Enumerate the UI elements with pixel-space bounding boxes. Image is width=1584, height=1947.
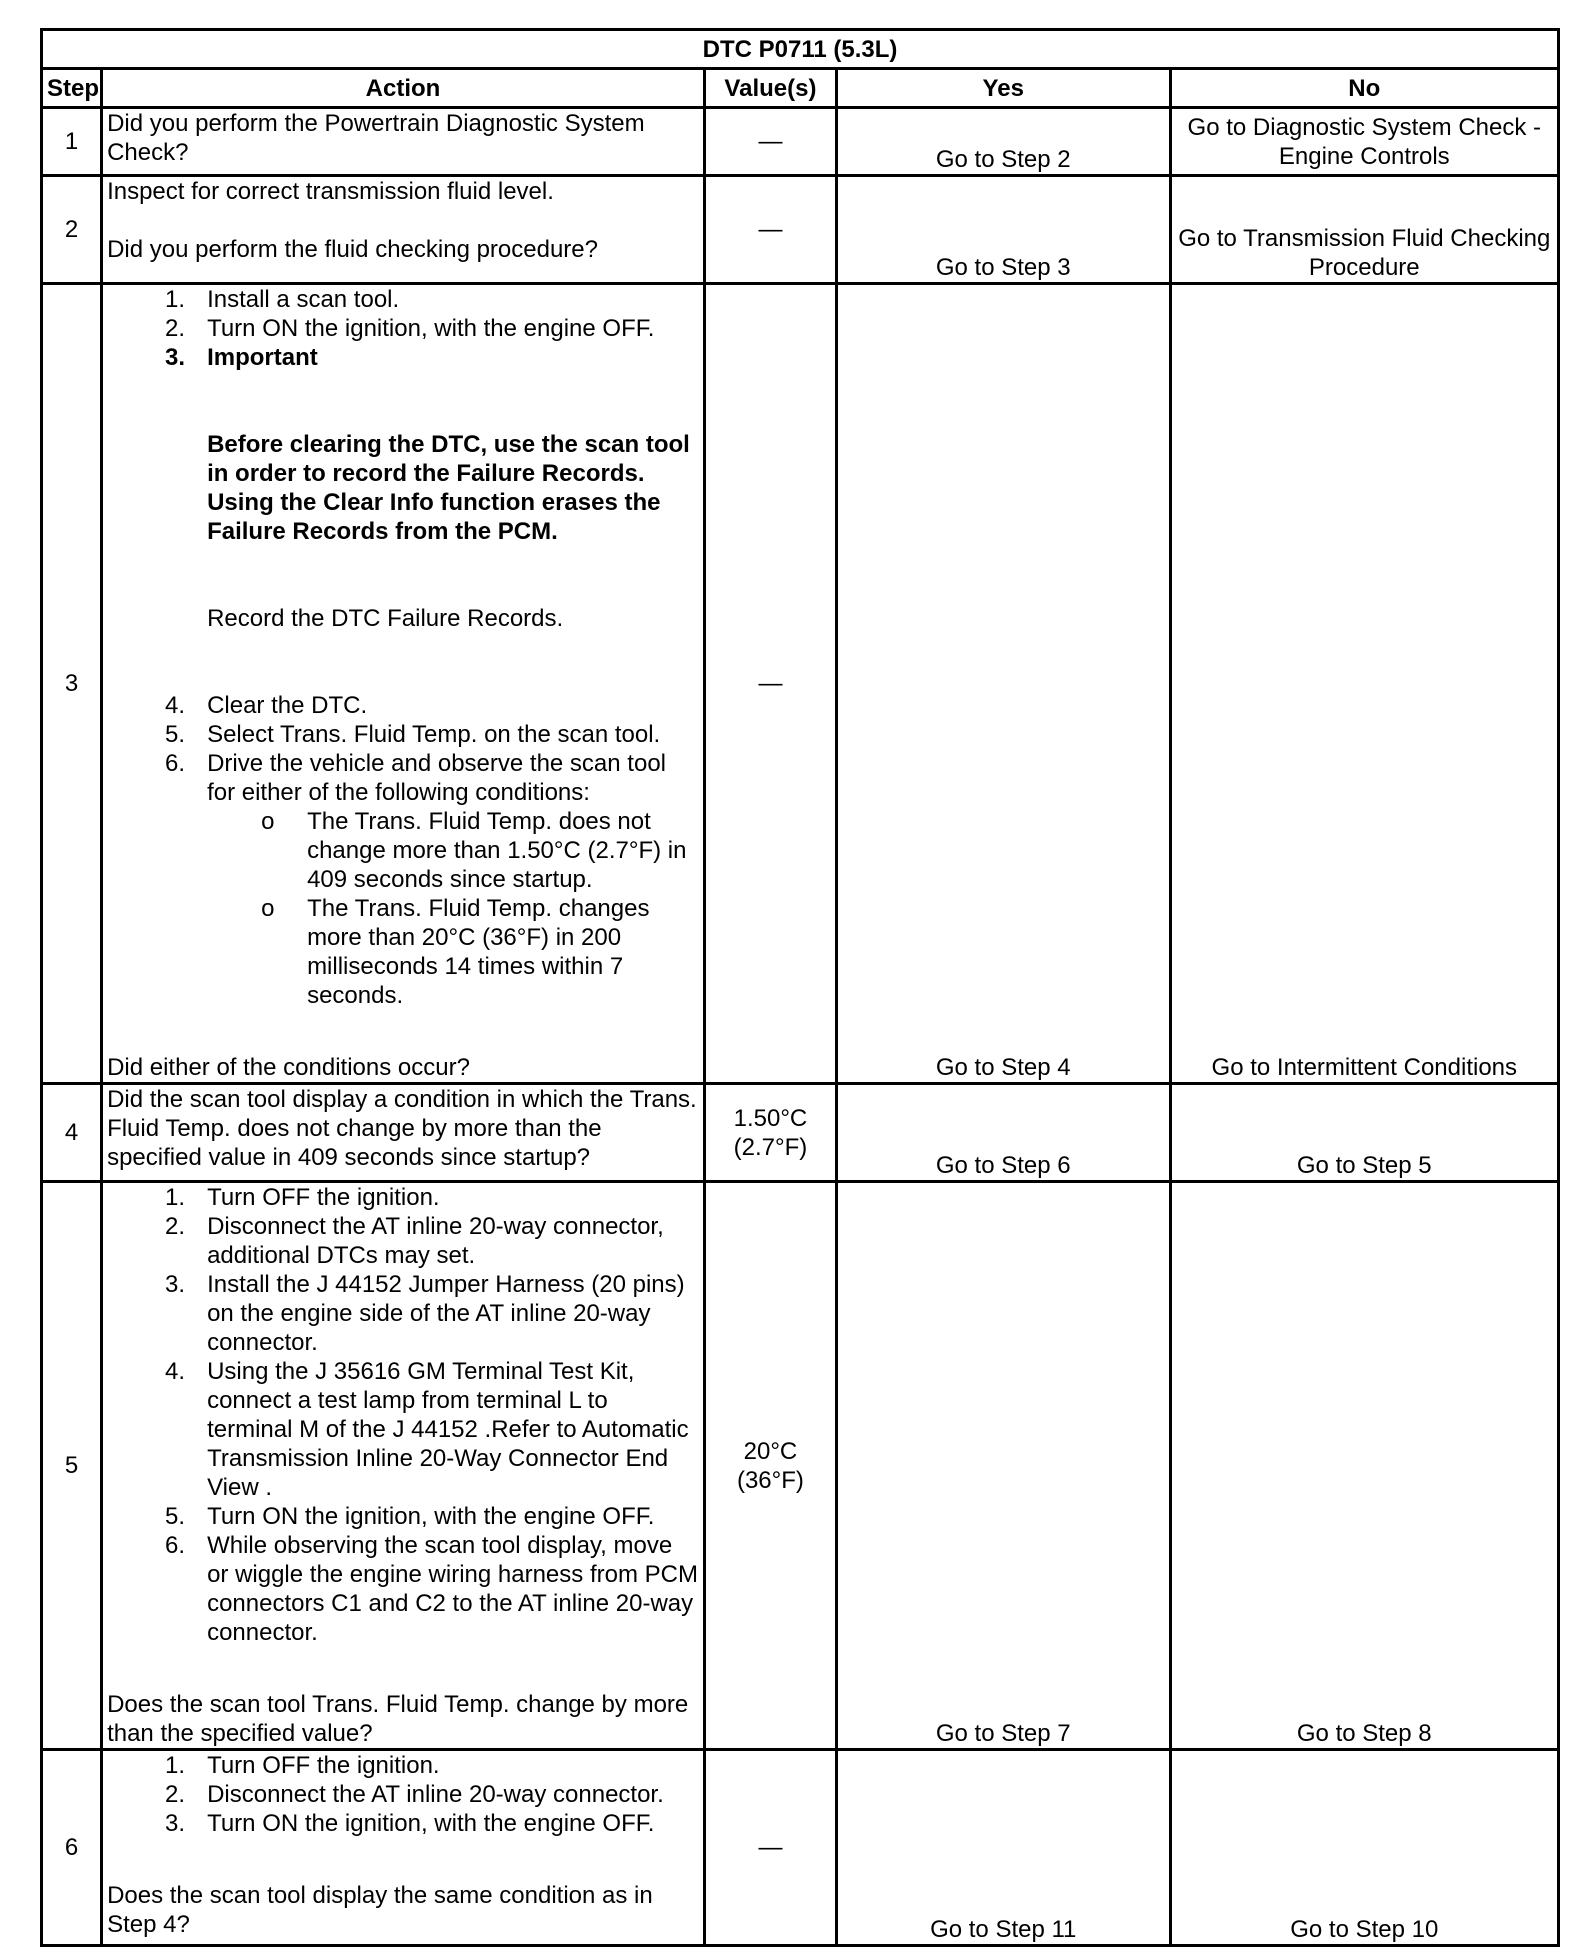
action-cell xyxy=(102,176,705,284)
action-cell xyxy=(102,1182,705,1750)
action-question: Does the scan tool Trans. Fluid Temp. change by more than the specified value? xyxy=(107,1691,689,1747)
step-number: 2 xyxy=(42,176,102,284)
list-item: While observing the scan tool display, move or wiggle the engine wiring harness from PCM connectors C1 and C2 to the AT inline 20-way connector. xyxy=(207,1532,698,1646)
table-row xyxy=(42,284,1559,1084)
important-note: Before clearing the DTC, use the scan tool in order to record the Failure Records. Using the Clear Info function erases the Failure Records from the PCM. xyxy=(207,431,690,545)
list-item: Turn ON the ignition, with the engine OFF. xyxy=(207,315,655,342)
list-item: Turn ON the ignition, with the engine OFF. xyxy=(207,1503,655,1530)
value-line: 20°C xyxy=(743,1437,798,1465)
value-cell: — xyxy=(704,108,836,176)
table-row xyxy=(42,1182,1559,1750)
important-label: Important xyxy=(207,344,318,371)
step-number: 4 xyxy=(42,1084,102,1182)
list-item: Turn OFF the ignition. xyxy=(207,1752,440,1779)
list-item xyxy=(207,343,699,691)
value-cell xyxy=(704,1084,836,1182)
value-line: (36°F) xyxy=(736,1466,804,1494)
procedure-list xyxy=(107,285,699,1010)
table-row xyxy=(42,176,1559,284)
action-intro: Inspect for correct transmission fluid level. xyxy=(107,178,554,205)
header-action: Action xyxy=(102,69,705,108)
list-item-text: Drive the vehicle and observe the scan tool for either of the following conditions: xyxy=(207,750,666,806)
table-title: DTC P0711 (5.3L) xyxy=(42,30,1559,69)
step-number: 6 xyxy=(42,1750,102,1946)
no-cell: Go to Step 5 xyxy=(1170,1084,1558,1182)
condition-item: o The Trans. Fluid Temp. changes more than 20°C (36°F) in 200 milliseconds 14 times within 7 seconds. xyxy=(307,894,699,1010)
list-item: Install a scan tool. xyxy=(207,286,400,313)
yes-cell: Go to Step 2 xyxy=(836,108,1170,176)
action-cell xyxy=(102,284,705,1084)
list-item: Turn ON the ignition, with the engine OFF. xyxy=(207,1810,655,1837)
no-cell: Go to Transmission Fluid Checking Procedure xyxy=(1170,176,1558,284)
step-number: 3 xyxy=(42,284,102,1084)
procedure-list xyxy=(107,1751,699,1838)
yes-cell: Go to Step 3 xyxy=(836,176,1170,284)
table-row xyxy=(42,1750,1559,1946)
value-cell: — xyxy=(704,1750,836,1946)
list-item xyxy=(207,749,699,1010)
header-no: No xyxy=(1170,69,1558,108)
yes-cell: Go to Step 7 xyxy=(836,1182,1170,1750)
table-row xyxy=(42,108,1559,176)
yes-cell: Go to Step 6 xyxy=(836,1084,1170,1182)
list-item: Disconnect the AT inline 20-way connector, additional DTCs may set. xyxy=(207,1213,664,1269)
list-item: Turn OFF the ignition. xyxy=(207,1184,440,1211)
yes-cell: Go to Step 4 xyxy=(836,284,1170,1084)
action-question: Does the scan tool display the same condition as in Step 4? xyxy=(107,1882,653,1938)
table-row xyxy=(42,1084,1559,1182)
value-cell xyxy=(704,1182,836,1750)
no-cell: Go to Step 8 xyxy=(1170,1182,1558,1750)
value-cell: — xyxy=(704,176,836,284)
value-cell: — xyxy=(704,284,836,1084)
no-cell: Go to Diagnostic System Check - Engine Controls xyxy=(1170,108,1558,176)
header-values: Value(s) xyxy=(704,69,836,108)
action-cell xyxy=(102,1750,705,1946)
value-line: (2.7°F) xyxy=(733,1133,808,1161)
header-row xyxy=(42,69,1559,108)
value-line: 1.50°C xyxy=(733,1104,808,1132)
list-item: Clear the DTC. xyxy=(207,692,368,719)
dtc-table xyxy=(40,28,1560,1947)
list-item: Select Trans. Fluid Temp. on the scan tool. xyxy=(207,721,661,748)
action-question: Did you perform the fluid checking procedure? xyxy=(107,236,598,263)
procedure-list xyxy=(107,1183,699,1647)
no-cell: Go to Step 10 xyxy=(1170,1750,1558,1946)
condition-item: o The Trans. Fluid Temp. does not change more than 1.50°C (2.7°F) in 409 seconds since startup. xyxy=(307,807,699,894)
step-number: 5 xyxy=(42,1182,102,1750)
yes-cell: Go to Step 11 xyxy=(836,1750,1170,1946)
action-question: Did you perform the Powertrain Diagnostic System Check? xyxy=(107,110,645,166)
record-note: Record the DTC Failure Records. xyxy=(207,605,564,632)
action-cell xyxy=(102,108,705,176)
list-item: Using the J 35616 GM Terminal Test Kit, connect a test lamp from terminal L to terminal M of the J 44152 .Refer to Automatic Transmission Inline 20-Way Connector End View . xyxy=(207,1358,689,1501)
list-item: Disconnect the AT inline 20-way connector. xyxy=(207,1781,664,1808)
step-number: 1 xyxy=(42,108,102,176)
action-question: Did the scan tool display a condition in which the Trans. Fluid Temp. does not change by more than the specified value in 409 seconds since startup? xyxy=(107,1086,697,1171)
action-cell xyxy=(102,1084,705,1182)
header-yes: Yes xyxy=(836,69,1170,108)
list-item: Install the J 44152 Jumper Harness (20 pins) on the engine side of the AT inline 20-way connector. xyxy=(207,1271,685,1356)
action-question: Did either of the conditions occur? xyxy=(107,1054,470,1081)
header-step: Step xyxy=(42,69,102,108)
conditions-list xyxy=(207,807,699,1010)
no-cell: Go to Intermittent Conditions xyxy=(1170,284,1558,1084)
